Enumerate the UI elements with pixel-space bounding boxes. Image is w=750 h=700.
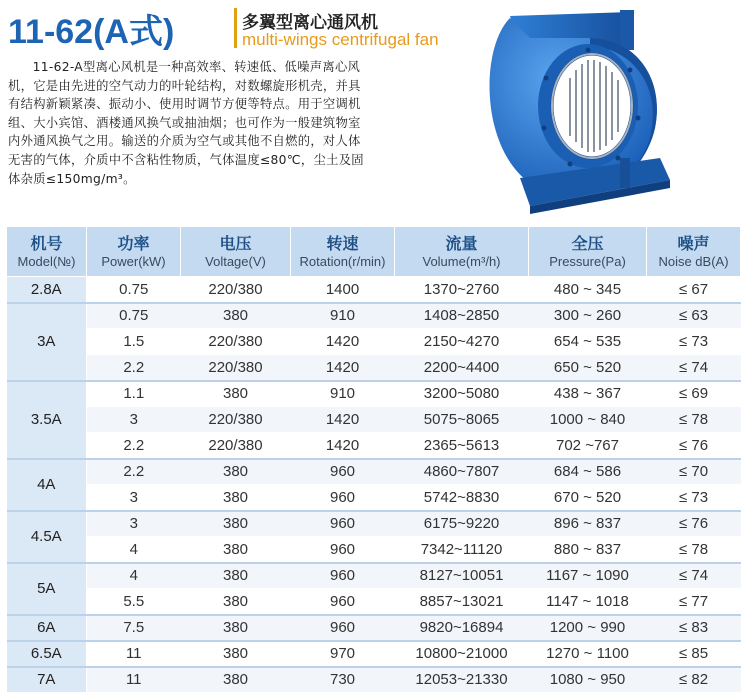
voltage-cell: 380	[181, 511, 291, 537]
power-cell: 3	[87, 485, 181, 511]
pressure-cell: 1270 ~ 1100	[529, 641, 647, 667]
table-row	[7, 407, 741, 433]
model-cell: 4A	[7, 459, 87, 511]
header-rotation: 转速 Rotation(r/min)	[291, 227, 395, 277]
pressure-cell: 702 ~767	[529, 433, 647, 459]
voltage-cell: 380	[181, 537, 291, 563]
power-cell: 3	[87, 407, 181, 433]
table-row	[7, 589, 741, 615]
pressure-cell: 880 ~ 837	[529, 537, 647, 563]
noise-cell: ≤ 78	[647, 407, 741, 433]
power-cell: 1.5	[87, 329, 181, 355]
volume-cell: 1408~2850	[395, 303, 529, 329]
table-row	[7, 485, 741, 511]
volume-cell: 2200~4400	[395, 355, 529, 381]
table-row	[7, 641, 741, 667]
rotation-cell: 1400	[291, 277, 395, 303]
voltage-cell: 220/380	[181, 277, 291, 303]
voltage-cell: 220/380	[181, 407, 291, 433]
power-cell: 4	[87, 563, 181, 589]
page-header	[6, 4, 476, 50]
header-model: 机号 Model(№)	[7, 227, 87, 277]
pressure-cell: 1000 ~ 840	[529, 407, 647, 433]
table-row	[7, 459, 741, 485]
volume-cell: 8127~10051	[395, 563, 529, 589]
power-cell: 2.2	[87, 433, 181, 459]
table-row	[7, 615, 741, 641]
product-description: 11-62-A型离心风机是一种高效率、转速低、低噪声离心风机，它是由先进的空气动力的叶轮结构，对数螺旋形机壳，并具有结构新颖紧凑、振动小、使用时调节方便等特点。用于空调机组、大小宾馆、酒楼通风换气或抽油烟；也可作为一般建筑物室内外通风换气之用。输送的介质为空气或其他不自燃的，对人体无害的气体，介质中不含粘性物质，气体温度≤80℃，尘土及固体杂质≤150mg/m³。	[8, 60, 364, 186]
voltage-cell: 220/380	[181, 433, 291, 459]
rotation-cell: 960	[291, 615, 395, 641]
pressure-cell: 480 ~ 345	[529, 277, 647, 303]
spec-table-body	[7, 277, 741, 693]
table-row	[7, 277, 741, 303]
volume-cell: 2365~5613	[395, 433, 529, 459]
rotation-cell: 970	[291, 641, 395, 667]
table-row	[7, 511, 741, 537]
table-row	[7, 433, 741, 459]
pressure-cell: 654 ~ 535	[529, 329, 647, 355]
voltage-cell: 380	[181, 459, 291, 485]
table-row	[7, 537, 741, 563]
header-noise: 噪声 Noise dB(A)	[647, 227, 741, 277]
model-cell: 7A	[7, 667, 87, 693]
noise-cell: ≤ 85	[647, 641, 741, 667]
model-title: 11-62(A式)	[8, 13, 175, 51]
chinese-subtitle: 多翼型离心通风机	[242, 13, 378, 33]
title-divider	[234, 8, 237, 48]
voltage-cell: 220/380	[181, 355, 291, 381]
power-cell: 2.2	[87, 355, 181, 381]
noise-cell: ≤ 70	[647, 459, 741, 485]
table-row	[7, 355, 741, 381]
model-cell: 3A	[7, 303, 87, 381]
table-row	[7, 563, 741, 589]
model-cell: 3.5A	[7, 381, 87, 459]
noise-cell: ≤ 76	[647, 433, 741, 459]
voltage-cell: 380	[181, 641, 291, 667]
voltage-cell: 380	[181, 485, 291, 511]
noise-cell: ≤ 76	[647, 511, 741, 537]
pressure-cell: 1080 ~ 950	[529, 667, 647, 693]
pressure-cell: 438 ~ 367	[529, 381, 647, 407]
volume-cell: 10800~21000	[395, 641, 529, 667]
volume-cell: 5075~8065	[395, 407, 529, 433]
noise-cell: ≤ 63	[647, 303, 741, 329]
rotation-cell: 960	[291, 485, 395, 511]
volume-cell: 5742~8830	[395, 485, 529, 511]
header-volume: 流量 Volume(m³/h)	[395, 227, 529, 277]
rotation-cell: 960	[291, 459, 395, 485]
power-cell: 0.75	[87, 303, 181, 329]
table-row	[7, 303, 741, 329]
model-cell: 6.5A	[7, 641, 87, 667]
spec-table	[6, 226, 741, 693]
power-cell: 4	[87, 537, 181, 563]
noise-cell: ≤ 73	[647, 329, 741, 355]
rotation-cell: 1420	[291, 355, 395, 381]
rotation-cell: 730	[291, 667, 395, 693]
pressure-cell: 1147 ~ 1018	[529, 589, 647, 615]
volume-cell: 6175~9220	[395, 511, 529, 537]
pressure-cell: 896 ~ 837	[529, 511, 647, 537]
noise-cell: ≤ 73	[647, 485, 741, 511]
power-cell: 2.2	[87, 459, 181, 485]
header-voltage: 电压 Voltage(V)	[181, 227, 291, 277]
model-cell: 2.8A	[7, 277, 87, 303]
noise-cell: ≤ 74	[647, 563, 741, 589]
power-cell: 3	[87, 511, 181, 537]
header-pressure: 全压 Pressure(Pa)	[529, 227, 647, 277]
noise-cell: ≤ 67	[647, 277, 741, 303]
power-cell: 5.5	[87, 589, 181, 615]
rotation-cell: 960	[291, 537, 395, 563]
volume-cell: 7342~11120	[395, 537, 529, 563]
noise-cell: ≤ 77	[647, 589, 741, 615]
rotation-cell: 910	[291, 381, 395, 407]
table-row	[7, 329, 741, 355]
model-cell: 5A	[7, 563, 87, 615]
header-power: 功率 Power(kW)	[87, 227, 181, 277]
power-cell: 11	[87, 667, 181, 693]
power-cell: 0.75	[87, 277, 181, 303]
rotation-cell: 960	[291, 589, 395, 615]
voltage-cell: 380	[181, 563, 291, 589]
volume-cell: 12053~21330	[395, 667, 529, 693]
rotation-cell: 1420	[291, 433, 395, 459]
rotation-cell: 1420	[291, 329, 395, 355]
volume-cell: 3200~5080	[395, 381, 529, 407]
power-cell: 11	[87, 641, 181, 667]
pressure-cell: 300 ~ 260	[529, 303, 647, 329]
pressure-cell: 684 ~ 586	[529, 459, 647, 485]
model-cell: 4.5A	[7, 511, 87, 563]
rotation-cell: 1420	[291, 407, 395, 433]
volume-cell: 1370~2760	[395, 277, 529, 303]
voltage-cell: 380	[181, 667, 291, 693]
rotation-cell: 960	[291, 511, 395, 537]
volume-cell: 2150~4270	[395, 329, 529, 355]
volume-cell: 4860~7807	[395, 459, 529, 485]
voltage-cell: 380	[181, 381, 291, 407]
noise-cell: ≤ 82	[647, 667, 741, 693]
power-cell: 1.1	[87, 381, 181, 407]
rotation-cell: 960	[291, 563, 395, 589]
voltage-cell: 220/380	[181, 329, 291, 355]
centrifugal-fan-image	[470, 8, 680, 218]
voltage-cell: 380	[181, 615, 291, 641]
noise-cell: ≤ 74	[647, 355, 741, 381]
rotation-cell: 910	[291, 303, 395, 329]
pressure-cell: 670 ~ 520	[529, 485, 647, 511]
spec-table-container	[6, 226, 740, 692]
voltage-cell: 380	[181, 303, 291, 329]
english-subtitle: multi-wings centrifugal fan	[242, 30, 439, 49]
noise-cell: ≤ 83	[647, 615, 741, 641]
volume-cell: 9820~16894	[395, 615, 529, 641]
model-cell: 6A	[7, 615, 87, 641]
volume-cell: 8857~13021	[395, 589, 529, 615]
table-row	[7, 381, 741, 407]
pressure-cell: 1200 ~ 990	[529, 615, 647, 641]
noise-cell: ≤ 78	[647, 537, 741, 563]
pressure-cell: 650 ~ 520	[529, 355, 647, 381]
table-row	[7, 667, 741, 693]
noise-cell: ≤ 69	[647, 381, 741, 407]
table-header-row	[7, 227, 741, 277]
power-cell: 7.5	[87, 615, 181, 641]
voltage-cell: 380	[181, 589, 291, 615]
pressure-cell: 1167 ~ 1090	[529, 563, 647, 589]
